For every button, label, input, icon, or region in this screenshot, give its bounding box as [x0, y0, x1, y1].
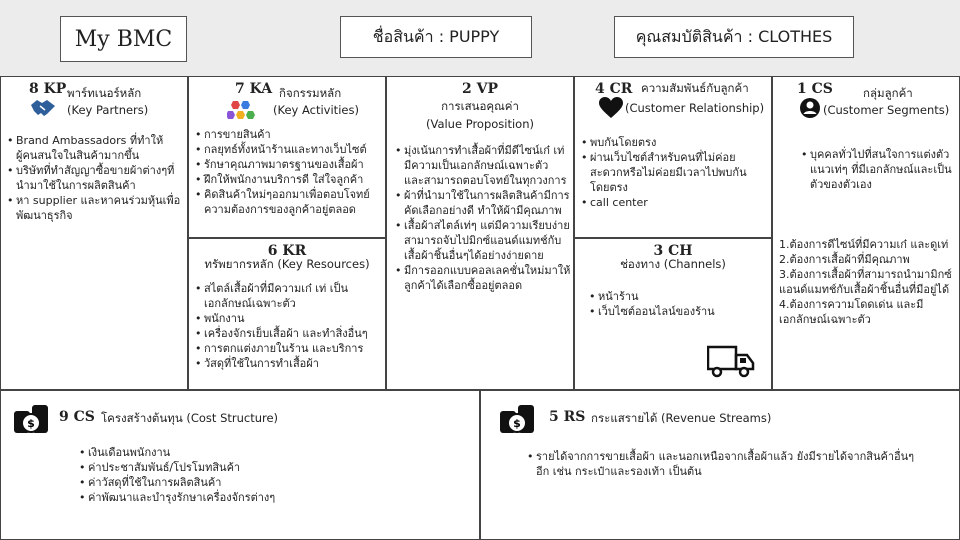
handshake-icon: [29, 97, 57, 119]
ka-item: • คิดสินค้าใหม่ๆออกมาเพื่อตอบโจทย์ความต้องการของลูกค้าอยู่ตลอด: [195, 187, 383, 217]
vp-item: • มีการออกแบบคอลเลคชั่นใหม่มาให้ลูกค้าได้เลือกซื้ออยู่ตลอด: [395, 263, 571, 293]
ka-item: • ฝึกให้พนักงานบริการดี ใส่ใจลูกค้า: [195, 172, 383, 187]
kr-item: • การตกแต่งภายในร้าน และบริการ: [195, 341, 383, 356]
canvas-title: [60, 16, 187, 62]
kp-item: • Brand Ambassadors ที่ทำให้ผู้คนสนใจในสินค้ามากขึ้น: [7, 133, 183, 163]
ch-item: • เว็บไซต์ออนไลน์ของร้าน: [589, 304, 765, 319]
cost-structure-block: [0, 390, 480, 540]
customer-segments-block: [772, 76, 960, 390]
kr-label: ทรัพยากรหลัก (Key Resources): [204, 257, 370, 271]
cs-label-en: (Customer Segments): [823, 103, 950, 117]
ka-item: • กลยุทธ์ทั้งหน้าร้านและทางเว็บไซต์: [195, 142, 383, 157]
cs-list: [801, 147, 957, 192]
kp-label-en: (Key Partners): [67, 103, 149, 117]
cr-list: [581, 135, 767, 210]
key-resources-block: [188, 238, 386, 390]
cost-item: • ค่าพัฒนาและบำรุงรักษาเครื่องจักรต่างๆ: [79, 490, 459, 505]
rs-label: กระแสรายได้ (Revenue Streams): [591, 411, 772, 425]
revenue-streams-block: [480, 390, 960, 540]
ch-item: • หน้าร้าน: [589, 289, 765, 304]
kp-code: 8 KP: [29, 81, 67, 97]
key-partners-block: [0, 76, 188, 390]
vp-item: • เสื้อผ้าสไตล์เท่ๆ แต่มีความเรียบง่ายสามารถจับไปมิกซ์แอนด์แมทช์กับเสื้อผ้าชิ้นอื่นๆได้อย่างง่ายดาย: [395, 218, 571, 263]
cr-item: • call center: [581, 195, 767, 210]
rs-item: • รายได้จากการขายเสื้อผ้า และนอกเหนือจากเสื้อผ้าแล้ว ยังมีรายได้จากสินค้าอื่นๆอีก เช่น กระเป๋าและรองเท้า เป็นต้น: [527, 449, 927, 479]
cs-label-th: กลุ่มลูกค้า: [863, 86, 913, 100]
heart-icon: [599, 97, 623, 119]
cs-need-item: 2.ต้องการเสื้อผ้าที่มีคุณภาพ: [779, 253, 910, 266]
ka-code: 7 KA: [235, 81, 273, 97]
rs-list: [527, 449, 927, 479]
vp-item: • มุ่งเน้นการทำเสื้อผ้าที่มีดีไซน์เก๋ เท่ มีความเป็นเอกลักษณ์เฉพาะตัว และสามารถตอบโจทย์ในทุกวงการ: [395, 143, 571, 188]
cost-item: • ค่าวัสดุที่ใช้ในการผลิตสินค้า: [79, 475, 459, 490]
kp-label-th: พาร์ทเนอร์หลัก: [67, 86, 142, 100]
cr-item: • ผ่านเว็บไซต์สำหรับคนที่ไม่ค่อยสะดวกหรือไม่ค่อยมีเวลาไปพบกันโดยตรง: [581, 150, 767, 195]
ka-list: [195, 127, 383, 217]
ch-label: ช่องทาง (Channels): [620, 257, 726, 271]
ka-label-en: (Key Activities): [273, 103, 359, 117]
kr-code: 6 KR: [267, 243, 307, 259]
cs-need-item: 4.ต้องการความโดดเด่น และมีเอกลักษณ์เฉพาะตัว: [779, 298, 924, 326]
rs-code: 5 RS: [549, 409, 586, 425]
user-circle-icon: [799, 97, 821, 119]
kp-item: • บริษัทที่ทำสัญญาซื้อขายผ้าต่างๆที่นำมาใช้ในการผลิตสินค้า: [7, 163, 183, 193]
cost-item: • ค่าประชาสัมพันธ์/โปรโมทสินค้า: [79, 460, 459, 475]
value-proposition-block: [386, 76, 574, 390]
cr-code: 4 CR: [595, 81, 633, 97]
product-name-text: ชื่อสินค้า : PUPPY: [372, 26, 500, 46]
vp-label-en: (Value Proposition): [425, 117, 534, 131]
cost-code: 9 CS: [59, 409, 95, 425]
kp-list: [7, 133, 183, 223]
kr-item: • พนักงาน: [195, 311, 383, 326]
vp-code: 2 VP: [461, 81, 498, 97]
svg-text:$: $: [27, 417, 35, 430]
kr-item: • สไตล์เสื้อผ้าที่มีความเก๋ เท่ เป็นเอกลักษณ์เฉพาะตัว: [195, 281, 383, 311]
cs-need-item: 3.ต้องการเสื้อผ้าที่สามารถนำมามิกซ์แอนด์แมทช์กับเสื้อผ้าชิ้นอื่นที่มีอยู่ได้: [779, 268, 952, 296]
kr-list: [195, 281, 383, 371]
customer-relationship-block: [574, 76, 772, 238]
svg-text:$: $: [513, 417, 521, 430]
cs-needs-list: [779, 237, 959, 327]
ch-code: 3 CH: [653, 243, 693, 259]
truck-icon: [707, 343, 755, 379]
cr-label-th: ความสัมพันธ์กับลูกค้า: [641, 81, 749, 95]
coin-stack-icon: [499, 401, 535, 435]
ka-item: • การขายสินค้า: [195, 127, 383, 142]
product-attribute-box: [614, 16, 854, 58]
hexagon-cluster-icon: [227, 99, 255, 121]
kr-item: • เครื่องจักรเย็บเสื้อผ้า และทำสิ่งอื่นๆ: [195, 326, 383, 341]
ch-list: [589, 289, 765, 319]
key-activities-block: [188, 76, 386, 238]
product-attribute-text: คุณสมบัติสินค้า : CLOTHES: [635, 26, 833, 46]
cr-item: • พบกันโดยตรง: [581, 135, 767, 150]
coin-stack-icon: [13, 401, 49, 435]
cr-label-en: (Customer Relationship): [625, 101, 765, 115]
kp-item: • หา supplier และหาคนร่วมหุ้นเพื่อพัฒนาธุรกิจ: [7, 193, 183, 223]
vp-list: [395, 143, 571, 293]
cost-label: โครงสร้างต้นทุน (Cost Structure): [101, 411, 279, 425]
cs-need-item: 1.ต้องการดีไซน์ที่มีความเก๋ และดูเท่: [779, 238, 949, 251]
product-name-box: [340, 16, 532, 58]
cs-code: 1 CS: [797, 81, 833, 97]
cs-item: • บุคคลทั่วไปที่สนใจการแต่งตัวแนวเท่ๆ ที่มีเอกลักษณ์และเป็นตัวของตัวเอง: [801, 147, 957, 192]
cost-list: [79, 445, 459, 505]
ka-item: • รักษาคุณภาพมาตรฐานของเสื้อผ้า: [195, 157, 383, 172]
vp-label-th: การเสนอคุณค่า: [441, 99, 519, 113]
canvas-title-text: My BMC: [74, 26, 173, 52]
channels-block: [574, 238, 772, 390]
cost-item: • เงินเดือนพนักงาน: [79, 445, 459, 460]
vp-item: • ผ้าที่นำมาใช้ในการผลิตสินค้ามีการคัดเลือกอย่างดี ทำให้ผ้ามีคุณภาพ: [395, 188, 571, 218]
kr-item: • วัสดุที่ใช้ในการทำเสื้อผ้า: [195, 356, 383, 371]
ka-label-th: กิจกรรมหลัก: [279, 86, 342, 100]
